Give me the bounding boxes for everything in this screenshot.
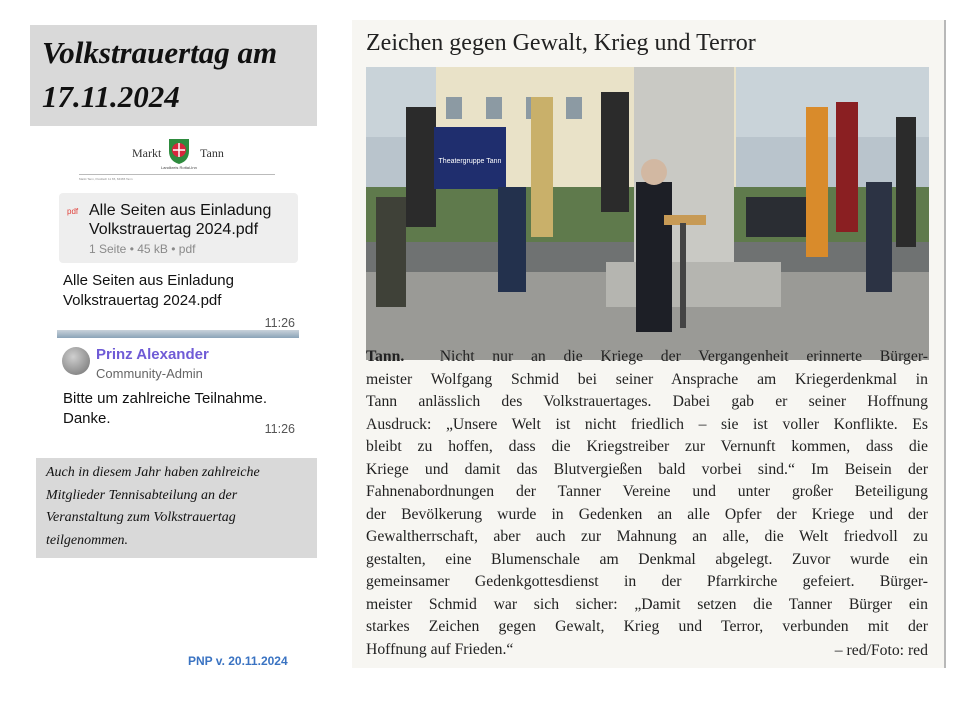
article-body xyxy=(366,346,928,661)
article-line: Gewaltherrschaft, aber auch zur Mahnung an alle, die Welt friedvoll zu xyxy=(366,528,928,545)
article-line: gestalten, eine Blumenschale am Denkmal abgelegt. Zuvor wurde ein xyxy=(366,550,928,568)
article-headline: Zeichen gegen Gewalt, Krieg und Terror xyxy=(366,30,756,56)
article-line: der Bevölkerung wurde in Gedenken an alle Opfer der Kriege und der xyxy=(366,505,928,523)
article-credit: – red/Foto: red xyxy=(834,642,928,659)
source-credit: PNP v. 20.11.2024 xyxy=(188,654,288,668)
crest-icon xyxy=(167,137,191,165)
article-photo xyxy=(366,67,929,360)
article-line: meister Wolfgang Schmid bei seiner Ansprache am Kriegerdenkmal in xyxy=(366,370,928,388)
article-line: Kriege und damit das Blutvergießen bald vorbei sind.“ Im Beisein der xyxy=(366,460,928,478)
chat-separator xyxy=(57,330,299,338)
article-line: meister Schmid war sich sicher: „Damit setzen die Tanner Bürger ein xyxy=(366,595,928,613)
pdf-icon: pdf xyxy=(67,207,79,216)
letterhead-left: Markt xyxy=(132,146,162,160)
attachment-name: Alle Seiten aus Einladung Volkstrauertag 2024.pdf xyxy=(89,202,272,238)
letterhead-sub: Landkreis Rottal-Inn xyxy=(161,165,197,170)
article-line: bleibt zu hoffen, dass die Kriegstreiber zur Vernunft kommen, dass die xyxy=(366,438,928,455)
article-line: Nicht nur an die Kriege der Vergangenheit erinnerte Bürger- xyxy=(439,348,928,365)
article-line: starkes Zeichen gegen Gewalt, Krieg und Terror, verbunden mit der xyxy=(366,618,928,635)
page-title-line1: Volkstrauertag am xyxy=(42,35,278,70)
attachment-meta: 1 Seite • 45 kB • pdf xyxy=(89,242,196,256)
photo-banner-text: Theatergruppe Tann xyxy=(438,158,502,165)
pdf-attachment[interactable] xyxy=(59,193,298,263)
letterhead-divider xyxy=(79,174,275,175)
article-line: gemeinsamer Gedenkgottesdienst in der Pfarrkirche gefeiert. Bürger- xyxy=(366,573,928,590)
title-box xyxy=(30,25,317,126)
article-line: Ausdruck: „Unsere Welt ist nicht friedlich – sie ist voller Konflikte. Es xyxy=(366,415,928,433)
message-text: Bitte um zahlreiche Teilnahme. Danke. xyxy=(63,390,267,427)
message-time: 11:26 xyxy=(264,422,295,436)
article-line: Hoffnung auf Frieden.“ xyxy=(366,640,514,658)
note-text: Auch in diesem Jahr haben zahlreiche Mitglieder Tennisabteilung an der Veranstaltung zum Volkstrauertag teilgenommen. xyxy=(46,465,260,548)
article-line: Fahnenabordnungen der Tanner Vereine und unter großer Beteiligung xyxy=(366,483,928,500)
message-text: Alle Seiten aus Einladung Volkstrauertag 2024.pdf xyxy=(63,272,234,309)
letterhead-address: Markt Tann, Postfach 11 65, 84365 Tann xyxy=(79,177,133,181)
article-lead: Tann. xyxy=(366,348,405,365)
letterhead-right: Tann xyxy=(200,146,224,160)
sender-name[interactable]: Prinz Alexander xyxy=(96,346,209,363)
chat-screenshot xyxy=(57,130,299,443)
article-line: Tann anlässlich des Volkstrauertages. Dabei gab er seiner Hoffnung xyxy=(366,393,928,410)
note-box xyxy=(36,458,317,558)
message-time: 11:26 xyxy=(264,316,295,330)
newspaper-article xyxy=(352,20,946,668)
sender-role: Community-Admin xyxy=(96,366,203,381)
letterhead-preview xyxy=(57,130,299,190)
page-title-line2: 17.11.2024 xyxy=(42,79,180,114)
avatar[interactable] xyxy=(62,347,90,375)
